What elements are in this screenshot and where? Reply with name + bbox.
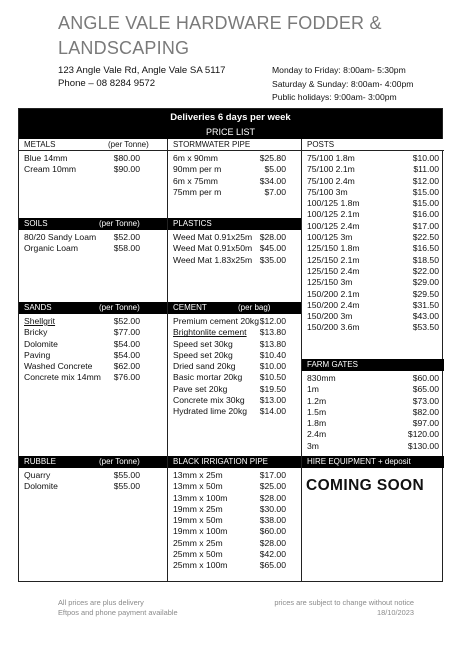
soils-section [19, 218, 167, 255]
price-row [19, 243, 167, 254]
item-name: 25mm x 100m [173, 560, 228, 571]
item-price: $53.50 [412, 322, 439, 333]
item-name: 2.4m [307, 429, 327, 440]
item-name: 75/100 3m [307, 186, 348, 197]
price-row [168, 470, 301, 481]
deliveries-banner: Deliveries 6 days per week [19, 109, 442, 126]
item-price: $14.00 [259, 406, 286, 417]
item-price: $15.00 [412, 198, 439, 209]
price-row [168, 361, 301, 372]
item-price: $13.00 [259, 395, 286, 406]
item-name: 19mm x 25m [173, 503, 223, 514]
item-price: $10.00 [259, 361, 286, 372]
item-name: Dolomite [24, 338, 58, 349]
item-name: 25mm x 50m [173, 549, 223, 560]
item-price: $52.00 [113, 316, 140, 326]
item-price: $54.00 [113, 338, 140, 349]
price-list-banner: PRICE LIST [19, 126, 442, 139]
item-price: $35.00 [259, 254, 286, 265]
price-row [168, 350, 301, 361]
item-name: Dried sand 20kg [173, 361, 236, 372]
footer-right [258, 598, 414, 618]
section-header [168, 302, 301, 314]
store-phone: Phone – 08 8284 9572 [58, 78, 156, 89]
item-price: $30.00 [259, 503, 286, 514]
item-name: 125/150 1.8m [307, 243, 360, 254]
price-row [168, 493, 301, 504]
section-title: FARM GATES [307, 360, 358, 369]
price-row [168, 504, 301, 515]
item-name: Washed Concrete [24, 361, 93, 372]
price-row [168, 153, 301, 164]
price-row [168, 232, 301, 243]
item-price: $60.00 [259, 526, 286, 537]
item-price: $42.00 [259, 549, 286, 560]
item-name: 1.5m [307, 406, 327, 417]
section-header [168, 218, 301, 230]
item-price: $54.00 [113, 349, 140, 360]
price-row [19, 164, 167, 175]
item-price: $120.00 [407, 429, 439, 440]
item-price: $130.00 [407, 440, 439, 451]
section-header [168, 139, 301, 151]
price-row [302, 221, 444, 232]
item-price: $10.50 [259, 372, 286, 383]
item-price: $28.00 [259, 537, 286, 548]
item-name: Cream 10mm [24, 164, 77, 175]
price-row [302, 289, 444, 300]
item-price: $76.00 [113, 372, 140, 383]
price-row [168, 164, 301, 175]
section-unit: (per Tonne) [108, 140, 149, 149]
item-name: 75/100 1.8m [307, 153, 355, 163]
section-unit: (per Tonne) [99, 303, 140, 312]
item-name: 125/150 2.1m [307, 254, 360, 265]
stormwater-section [168, 139, 301, 198]
item-name: 125/150 2.4m [307, 265, 360, 276]
price-row [168, 526, 301, 537]
item-name: Speed set 30kg [173, 338, 233, 349]
item-name: 150/200 2.1m [307, 288, 360, 299]
item-name: Organic Loam [24, 243, 78, 254]
section-header [19, 456, 167, 468]
item-price: $90.00 [113, 164, 140, 175]
price-row [302, 198, 444, 209]
item-name: 1.2m [307, 395, 327, 406]
item-price: $45.00 [259, 243, 286, 254]
section-title: PLASTICS [173, 219, 212, 228]
item-price: $80.00 [113, 153, 140, 163]
item-price: $77.00 [113, 327, 140, 338]
store-title: ANGLE VALE HARDWARE FODDER & LANDSCAPING [58, 13, 382, 58]
section-title: SANDS [24, 303, 52, 312]
item-name: 13mm x 50m [173, 481, 223, 492]
price-row [168, 395, 301, 406]
item-name: Dolomite [24, 481, 58, 492]
item-price: $10.40 [259, 349, 286, 360]
footer-left [58, 598, 178, 618]
item-name: 100/125 2.4m [307, 220, 360, 231]
item-name: 19mm x 100m [173, 526, 228, 537]
plastics-section [168, 218, 301, 266]
item-name: 3m [307, 440, 319, 451]
rubble-section [19, 456, 167, 493]
price-list-sheet [18, 108, 443, 582]
item-price: $10.00 [412, 153, 439, 163]
item-price: $31.50 [412, 299, 439, 310]
item-name: Brightonlite cement [173, 327, 247, 338]
store-contact [58, 64, 226, 90]
item-name: 150/200 3m [307, 311, 353, 322]
item-price: $38.00 [259, 515, 286, 526]
item-name: 150/200 2.4m [307, 299, 360, 310]
price-row [19, 327, 167, 338]
item-price: $22.50 [412, 232, 439, 243]
price-row [302, 441, 444, 452]
item-name: Concrete mix 14mm [24, 372, 101, 383]
sands-section [19, 302, 167, 384]
item-name: 80/20 Sandy Loam [24, 232, 97, 242]
section-header [302, 359, 444, 371]
price-row [168, 406, 301, 417]
hours-public-holidays: Public holidays: 9:00am- 3:00pm [272, 92, 397, 102]
irrigation-section [168, 456, 301, 572]
price-row [168, 481, 301, 492]
item-price: $28.00 [259, 232, 286, 242]
price-row [168, 384, 301, 395]
price-row [168, 243, 301, 254]
item-name: Weed Mat 0.91x50m [173, 243, 253, 254]
item-name: 6m x 75mm [173, 175, 218, 186]
item-price: $18.50 [412, 254, 439, 265]
item-name: 100/125 2.1m [307, 209, 360, 220]
price-row [302, 176, 444, 187]
item-name: 19mm x 50m [173, 515, 223, 526]
item-price: $60.00 [412, 373, 439, 383]
price-row [168, 339, 301, 350]
price-row [168, 255, 301, 266]
item-price: $52.00 [113, 232, 140, 242]
section-header [19, 218, 167, 230]
price-row [302, 396, 444, 407]
item-name: 75/100 2.1m [307, 164, 355, 175]
item-name: 25mm x 25m [173, 537, 223, 548]
item-price: $13.80 [259, 338, 286, 349]
price-row [302, 187, 444, 198]
price-change-note: prices are subject to change without notice [274, 598, 414, 607]
cement-section [168, 302, 301, 418]
price-row [302, 243, 444, 254]
item-name: Quarry [24, 470, 51, 480]
item-price: $43.00 [412, 311, 439, 322]
item-name: 75/100 2.4m [307, 175, 355, 186]
price-row [19, 481, 167, 492]
item-name: Speed set 20kg [173, 349, 233, 360]
section-title: HIRE EQUIPMENT + deposit [307, 457, 411, 466]
price-row [302, 209, 444, 220]
item-name: 90mm per m [173, 164, 222, 175]
item-name: Blue 14mm [24, 153, 68, 163]
price-list-date: 18/10/2023 [377, 608, 414, 617]
price-row [19, 339, 167, 350]
price-row [168, 176, 301, 187]
price-row [302, 232, 444, 243]
section-header [19, 139, 167, 151]
item-price: $34.00 [259, 175, 286, 186]
item-name: Pave set 20kg [173, 383, 228, 394]
price-row [302, 255, 444, 266]
price-row [302, 164, 444, 175]
item-price: $22.00 [412, 265, 439, 276]
price-row [168, 560, 301, 571]
item-price: $55.00 [113, 481, 140, 492]
item-price: $58.00 [113, 243, 140, 254]
item-name: 75mm per m [173, 186, 222, 197]
price-row [19, 470, 167, 481]
item-price: $55.00 [113, 470, 140, 480]
farm-gates-section [302, 359, 444, 452]
item-price: $65.00 [412, 384, 439, 395]
price-row [19, 153, 167, 164]
item-price: $29.50 [412, 288, 439, 299]
item-name: 13mm x 25m [173, 470, 223, 480]
item-name: 1.8m [307, 418, 327, 429]
item-price: $16.50 [412, 243, 439, 254]
item-name: Shellgrit [24, 316, 56, 326]
section-title: SOILS [24, 219, 48, 228]
item-name: 13mm x 100m [173, 492, 228, 503]
price-row [302, 300, 444, 311]
coming-soon-notice: COMING SOON [306, 477, 425, 494]
item-price: $11.00 [413, 164, 439, 175]
section-title: POSTS [307, 140, 335, 149]
item-price: $12.00 [259, 316, 286, 326]
delivery-note: All prices are plus delivery [58, 598, 144, 607]
item-name: Basic mortar 20kg [173, 372, 243, 383]
payment-note: Eftpos and phone payment available [58, 608, 178, 617]
section-unit: (per Tonne) [99, 457, 140, 466]
price-row [19, 350, 167, 361]
item-name: Premium cement 20kg [173, 316, 259, 326]
item-price: $17.00 [412, 220, 439, 231]
price-row [302, 153, 444, 164]
item-price: $19.50 [259, 383, 286, 394]
item-name: 150/200 3.6m [307, 322, 360, 333]
item-name: Weed Mat 1.83x25m [173, 254, 253, 265]
item-price: $15.00 [412, 186, 439, 197]
item-name: 1m [307, 384, 319, 395]
item-name: 100/125 3m [307, 232, 353, 243]
hours-weekend: Saturday & Sunday: 8:00am- 4:00pm [272, 78, 414, 89]
item-name: Hydrated lime 20kg [173, 406, 248, 417]
section-title: CEMENT [173, 303, 207, 312]
section-header [168, 456, 301, 468]
section-header [302, 139, 444, 151]
price-row [168, 187, 301, 198]
section-unit: (per bag) [238, 303, 271, 312]
item-price: $25.80 [259, 153, 286, 163]
item-price: $62.00 [113, 361, 140, 372]
price-row [302, 384, 444, 395]
item-name: Concrete mix 30kg [173, 395, 245, 406]
item-name: 6m x 90mm [173, 153, 218, 163]
item-price: $17.00 [259, 470, 286, 480]
price-row [19, 232, 167, 243]
price-row [302, 322, 444, 333]
price-row [19, 361, 167, 372]
price-row [168, 372, 301, 383]
hours-weekday: Monday to Friday: 8:00am- 5:30pm [272, 65, 406, 75]
item-price: $16.00 [412, 209, 439, 220]
item-name: Weed Mat 0.91x25m [173, 232, 253, 242]
price-row [168, 515, 301, 526]
section-header [19, 302, 167, 314]
item-name: 830mm [307, 373, 336, 383]
item-price: $25.00 [259, 481, 286, 492]
item-price: $13.80 [259, 327, 286, 338]
item-price: $73.00 [412, 395, 439, 406]
price-row [302, 418, 444, 429]
price-row [168, 538, 301, 549]
item-price: $82.00 [412, 406, 439, 417]
price-row [168, 327, 301, 338]
price-row [302, 266, 444, 277]
item-price: $12.00 [412, 175, 439, 186]
item-name: Bricky [24, 327, 48, 338]
section-title: RUBBLE [24, 457, 57, 466]
section-title: STORMWATER PIPE [173, 140, 251, 149]
section-header [302, 456, 444, 468]
item-name: Paving [24, 349, 51, 360]
metals-section [19, 139, 167, 176]
opening-hours [272, 64, 413, 105]
price-row [168, 549, 301, 560]
price-row [302, 277, 444, 288]
price-row [302, 407, 444, 418]
price-row [19, 316, 167, 327]
item-name: 125/150 3m [307, 277, 353, 288]
item-price: $97.00 [412, 418, 439, 429]
item-price: $28.00 [259, 492, 286, 503]
price-row [302, 373, 444, 384]
hire-equipment-section [302, 456, 444, 468]
price-row [168, 316, 301, 327]
price-row [19, 372, 167, 383]
price-row [302, 429, 444, 440]
item-price: $5.00 [264, 164, 286, 175]
store-address: 123 Angle Vale Rd, Angle Vale SA 5117 [58, 65, 226, 76]
section-unit: (per Tonne) [99, 219, 140, 228]
item-price: $65.00 [259, 560, 286, 571]
section-title: METALS [24, 140, 56, 149]
item-price: $29.00 [412, 277, 439, 288]
section-title: BLACK IRRIGATION PIPE [173, 457, 268, 466]
price-row [302, 311, 444, 322]
item-price: $7.00 [264, 186, 286, 197]
item-name: 100/125 1.8m [307, 198, 360, 209]
posts-section [302, 139, 444, 334]
